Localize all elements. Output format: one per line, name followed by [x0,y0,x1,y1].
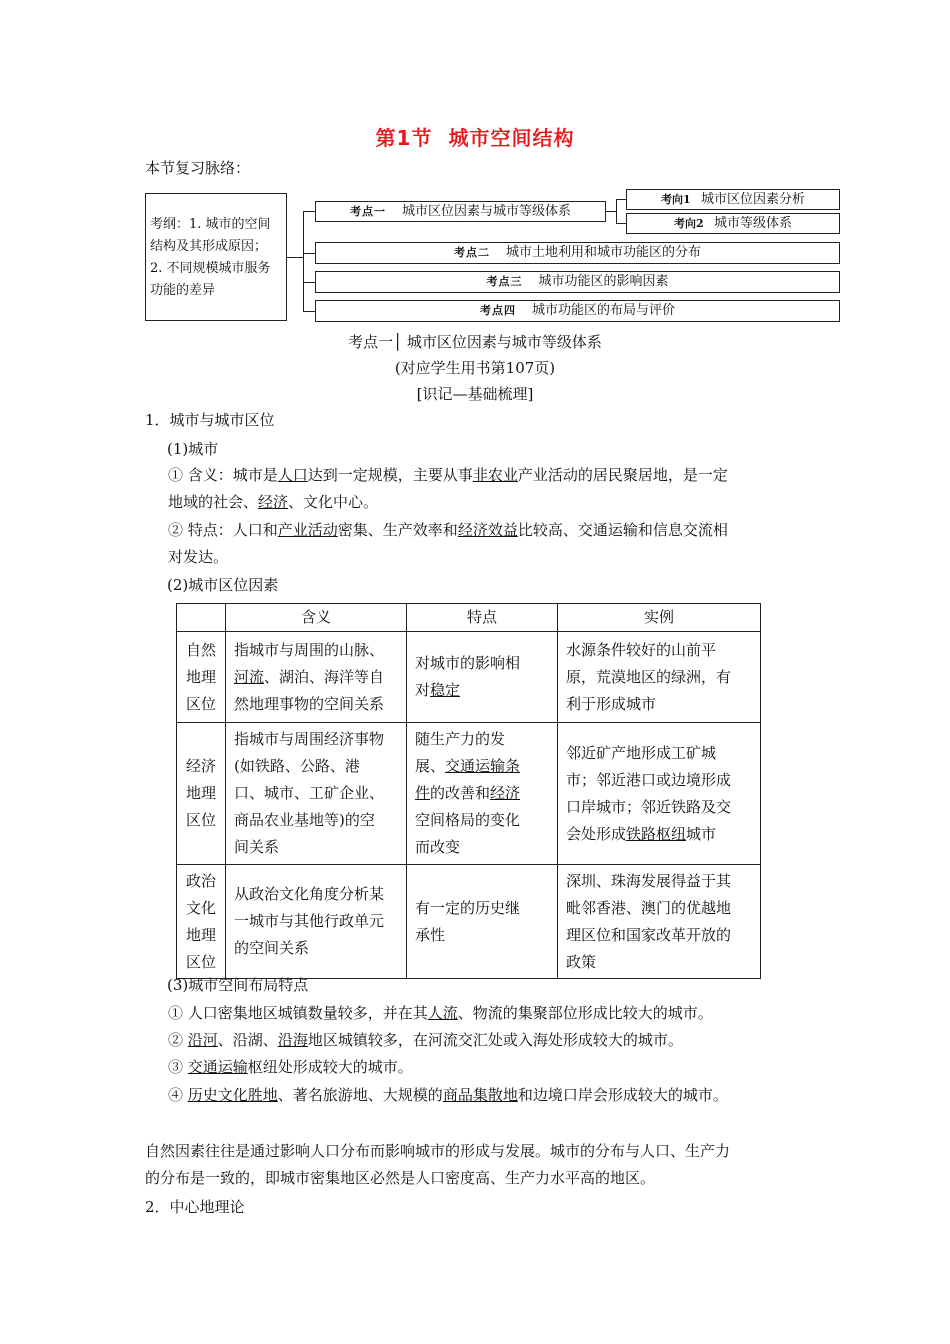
definition-line: ① 含义：城市是人口达到一定规模，主要从事非农业产业活动的居民聚居地，是一定 [168,466,728,484]
blank-answer: 商品集散地 [442,1086,518,1104]
blank-answer: 河流 [234,667,265,686]
example-cell: 水源条件较好的山前平 原，荒漠地区的绿洲，有 利于形成城市 [558,632,761,723]
node-tag: 考向2 [674,217,704,230]
layout-item: ③ 交通运输枢纽处形成较大的城市。 [168,1058,413,1076]
example-cell: 邻近矿产地形成工矿城 市；邻近港口或边境形成 口岸城市；邻近铁路及交 会处形成铁路枢纽城市 [558,723,761,865]
connector [616,199,626,200]
blank-answer: 产业活动 [277,521,338,539]
node-text: 城市功能区的影响因素 [538,274,669,289]
layout-item: ④ 历史文化胜地、著名旅游地、大规模的商品集散地和边境口岸会形成较大的城市。 [168,1086,728,1104]
review-heading: 本节复习脉络： [145,159,251,177]
table-header-cell: 实例 [558,604,761,632]
blank-answer: 铁路枢纽 [626,824,687,843]
table-header-row [177,604,761,632]
outline-subnode-2 [626,213,840,234]
node-tag: 考点三 [486,275,523,288]
note-line: 自然因素往往是通过影响人口分布而影响城市的形成与发展。城市的分布与人口、生产力 [145,1142,731,1160]
section-ref: (对应学生用书第107页) [394,359,556,377]
location-factors-table [176,603,761,979]
meaning-cell: 指城市与周围的山脉、 河流、湖泊、海洋等自 然地理事物的空间关系 [226,632,407,723]
table-row [177,632,761,723]
connector [303,253,315,254]
page-title [0,122,950,151]
definition-line-2: 地域的社会、经济、文化中心。 [168,493,379,511]
layout-item: ① 人口密集地区城镇数量较多，并在其人流、物流的集聚部位形成比较大的城市。 [168,1004,713,1022]
blank-answer: 人流 [427,1004,458,1022]
layout-item: ② 沿河、沿湖、沿海地区城镇较多，在河流交汇处或入海处形成较大的城市。 [168,1031,683,1049]
node-tag: 考点二 [453,246,490,259]
s1-sub3: (3)城市空间布局特点 [167,976,309,994]
blank-answer: 非农业 [472,466,518,484]
section-bracket: [识记—基础梳理] [416,385,534,403]
title-prefix: 第1节 [375,126,433,150]
node-text: 城市等级体系 [713,216,792,231]
table-row [177,865,761,979]
example-cell: 深圳、珠海发展得益于其 毗邻香港、澳门的优越地 理区位和国家改革开放的 政策 [558,865,761,979]
row-head: 经济 地理 区位 [177,723,226,865]
blank-answer: 经济效益 [457,521,518,539]
connector [616,223,626,224]
blank-answer: 经济 [490,784,521,802]
outline-node-4 [315,300,840,322]
note-line: 的分布是一致的，即城市密集地区必然是人口密度高、生产力水平高的地区。 [145,1169,656,1187]
blank-answer: 交通运输 [187,1058,248,1076]
node-text: 城市区位因素与城市等级体系 [401,204,571,219]
feature-cell: 对城市的影响相 对稳定 [407,632,558,723]
blank-answer: 经济 [258,493,289,511]
s1-sub2: (2)城市区位因素 [167,576,279,594]
syllabus-line: 2. 不同规模城市服务 [150,261,271,276]
blank-answer: 沿河 [187,1031,218,1049]
feature-cell: 随生产力的发 展、交通运输条 件的改善和经济 空间格局的变化 而改变 [407,723,558,865]
feature-line: ② 特点：人口和产业活动密集、生产效率和经济效益比较高、交通运输和信息交流相 [168,521,728,539]
outline-node-2 [315,242,840,264]
s1-heading: 1．城市与城市区位 [145,411,275,429]
section-heading: 考点一│ 城市区位因素与城市等级体系 [348,333,602,351]
feature-line-2: 对发达。 [168,548,229,566]
blank-answer: 历史文化胜地 [187,1086,278,1104]
syllabus-box [145,193,287,321]
s2-heading: 2．中心地理论 [145,1198,245,1216]
connector [616,199,617,223]
s1-sub1: (1)城市 [167,440,219,458]
blank-answer: 件 [415,784,431,802]
row-head: 自然 地理 区位 [177,632,226,723]
connector [303,211,315,212]
syllabus-line: 考纲：1. 城市的空间 [150,217,271,232]
syllabus-line: 结构及其形成原因； [150,239,268,254]
blank-answer: 交通运输条 [445,757,521,775]
row-head: 政治 文化 地理 区位 [177,865,226,979]
feature-cell: 有一定的历史继 承性 [407,865,558,979]
table-row [177,723,761,865]
node-tag: 考向1 [661,193,691,206]
outline-node-1 [315,201,606,222]
outline-node-3 [315,271,840,293]
table-header-cell [177,604,226,632]
connector [303,311,315,312]
blank-answer: 稳定 [430,681,461,699]
table-header-cell: 特点 [407,604,558,632]
table-header-cell: 含义 [226,604,407,632]
outline-subnode-1 [626,189,840,210]
title-text: 城市空间结构 [448,126,575,150]
node-text: 城市功能区的布局与评价 [531,303,675,318]
connector [303,211,304,311]
syllabus-line: 功能的差异 [150,283,216,298]
node-tag: 考点四 [479,304,516,317]
blank-answer: 人口 [277,466,308,484]
connector [287,257,303,258]
meaning-cell: 从政治文化角度分析某 一城市与其他行政单元 的空间关系 [226,865,407,979]
node-tag: 考点一 [349,205,386,218]
meaning-cell: 指城市与周围经济事物 (如铁路、公路、港 口、城市、工矿企业、 商品农业基地等)的空 间关系 [226,723,407,865]
connector [606,211,616,212]
blank-answer: 沿海 [277,1031,308,1049]
node-text: 城市土地利用和城市功能区的分布 [505,245,701,260]
connector [303,282,315,283]
node-text: 城市区位因素分析 [700,192,805,207]
